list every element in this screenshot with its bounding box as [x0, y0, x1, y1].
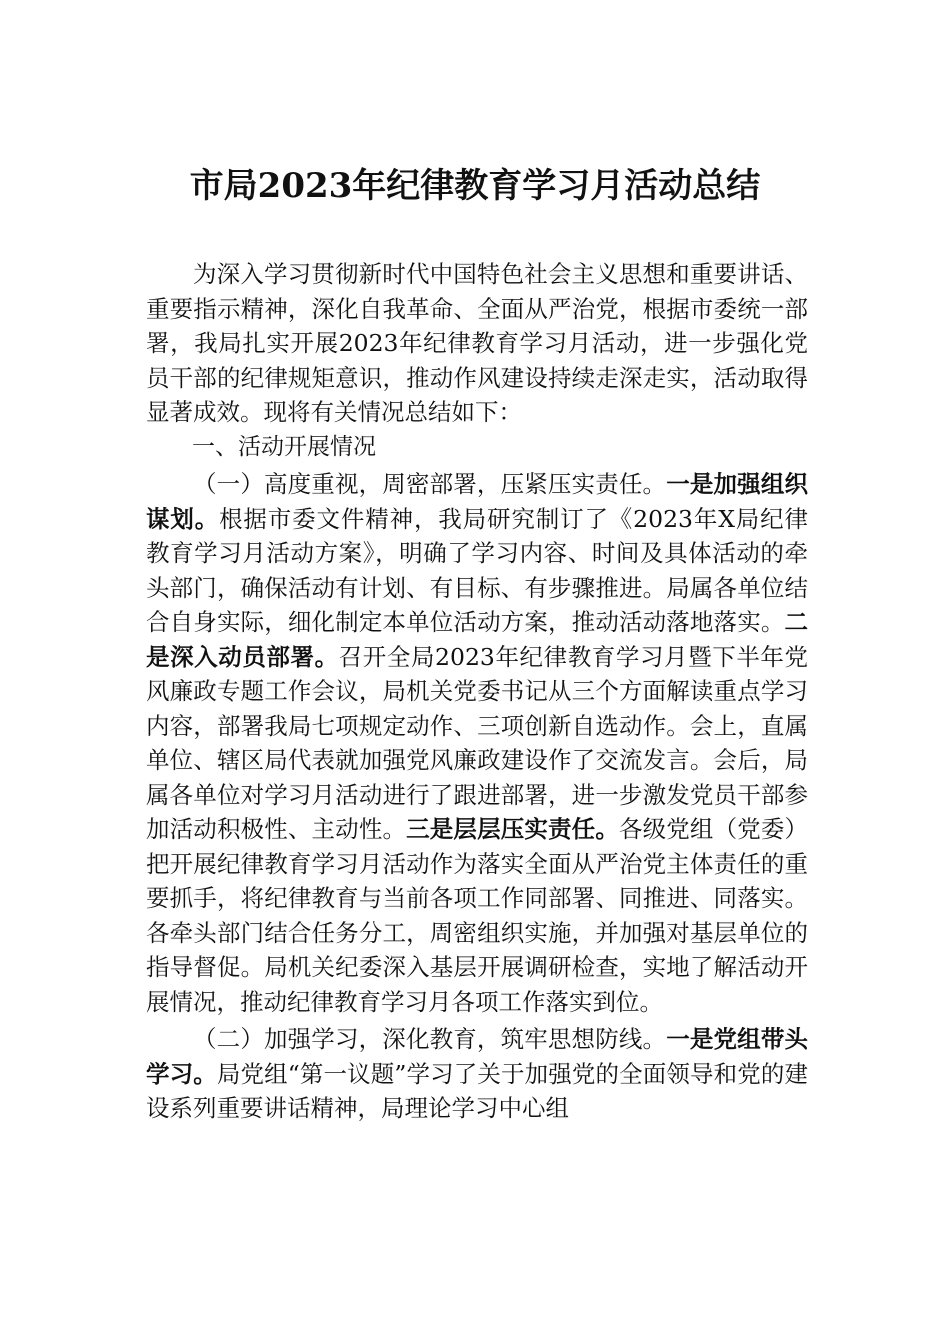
part1-text2: 召开全局2023年纪律教育学习月暨下半年党风廉政专题工作会议，局机关党委书记从三个方面解读重点学习内容，部署我局七项规定动作、三项创新自选动作。会上，直属单位、辖区局代表就加强党风廉政建设作了交流发言。会后，局属各单位对学习月活动进行了跟进部署，进一步激发党员干部参加活动积极性、主动性。	[146, 642, 808, 843]
part1-lead3: 三是层层压实责任。	[406, 815, 619, 843]
part1-text1: 根据市委文件精神，我局研究制订了《2023年X局纪律教育学习月活动方案》，明确了学习内容、时间及具体活动的牵头部门，确保活动有计划、有目标、有步骤推进。局属各单位结合自身实际，细化制定本单位活动方案，推动活动落地落实。	[146, 504, 808, 636]
part2-heading: （二）加强学习，深化教育，筑牢思想防线。	[193, 1025, 667, 1053]
part2-paragraph	[146, 1022, 808, 1126]
part1-lead1: 一是加强组织谋划。	[146, 470, 809, 533]
part2-lead1: 一是党组带头学习。	[146, 1025, 809, 1088]
part1-paragraph	[146, 467, 808, 1019]
document-body	[146, 257, 808, 1126]
section-heading: 一、活动开展情况	[192, 433, 376, 460]
intro-paragraph: 为深入学习贯彻新时代中国特色社会主义思想和重要讲话、重要指示精神，深化自我革命、全面从严治党，根据市委统一部署，我局扎实开展2023年纪律教育学习月活动，进一步强化党员干部的纪律规矩意识，推动作风建设持续走深走实，活动取得显著成效。现将有关情况总结如下：	[146, 260, 808, 426]
document-title: 市局2023年纪律教育学习月活动总结	[189, 166, 761, 206]
part2-text1: 局党组“第一议题”学习了关于加强党的全面领导和党的建设系列重要讲话精神，局理论学习中心组	[146, 1059, 808, 1122]
part1-lead2: 二是深入动员部署。	[146, 608, 808, 671]
part1-text3: 各级党组（党委）把开展纪律教育学习月活动作为落实全面从严治党主体责任的重要抓手，将纪律教育与当前各项工作同部署、同推进、同落实。各牵头部门结合任务分工，周密组织实施，并加强对基层单位的指导督促。局机关纪委深入基层开展调研检查，实地了解活动开展情况，推动纪律教育学习月各项工作落实到位。	[146, 815, 809, 1016]
part1-heading: （一）高度重视，周密部署，压紧压实责任。	[193, 470, 667, 498]
